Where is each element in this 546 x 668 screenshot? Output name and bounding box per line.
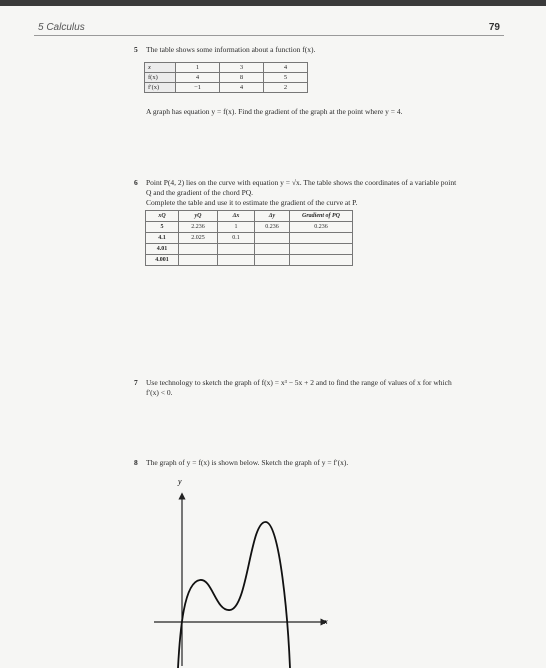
table-cell: 4.001 bbox=[146, 255, 179, 266]
header-rule bbox=[34, 35, 504, 36]
top-bar bbox=[0, 0, 546, 6]
table-cell bbox=[290, 233, 353, 244]
table-cell: 4 bbox=[220, 83, 264, 93]
table-cell: 0.1 bbox=[218, 233, 255, 244]
table-cell bbox=[218, 244, 255, 255]
table-cell bbox=[218, 255, 255, 266]
question-7-line-2: f′(x) < 0. bbox=[146, 388, 173, 397]
table-cell: 2.025 bbox=[179, 233, 218, 244]
function-graph bbox=[140, 470, 340, 668]
table-cell: f′(x) bbox=[145, 83, 176, 93]
chapter-title: 5 Calculus bbox=[38, 22, 85, 33]
table-cell: 1 bbox=[176, 63, 220, 73]
table-cell: 4.01 bbox=[146, 244, 179, 255]
table-cell: 1 bbox=[218, 222, 255, 233]
page-number: 79 bbox=[488, 22, 500, 33]
question-6-table bbox=[145, 210, 353, 266]
table-row bbox=[145, 83, 308, 93]
table-cell bbox=[290, 255, 353, 266]
table-cell: 5 bbox=[264, 73, 308, 83]
table-cell: x bbox=[145, 63, 176, 73]
question-6-number: 6 bbox=[134, 178, 138, 187]
table-cell: 8 bbox=[220, 73, 264, 83]
column-header: yQ bbox=[179, 211, 218, 222]
table-row bbox=[146, 233, 353, 244]
question-6-line-3: Complete the table and use it to estimate the gradient of the curve at P. bbox=[146, 198, 358, 207]
table-cell: 2 bbox=[264, 83, 308, 93]
question-5-table bbox=[144, 62, 308, 93]
table-cell: −1 bbox=[176, 83, 220, 93]
table-cell: 0.236 bbox=[290, 222, 353, 233]
table-cell: f(x) bbox=[145, 73, 176, 83]
question-8-number: 8 bbox=[134, 458, 138, 467]
column-header: xQ bbox=[146, 211, 179, 222]
question-5-number: 5 bbox=[134, 45, 138, 54]
x-axis-label: x bbox=[324, 617, 328, 626]
table-row bbox=[145, 63, 308, 73]
y-axis-label: y bbox=[178, 477, 182, 486]
table-cell bbox=[255, 233, 290, 244]
table-cell bbox=[290, 244, 353, 255]
table-cell bbox=[179, 244, 218, 255]
running-header bbox=[34, 22, 504, 34]
table-row bbox=[146, 244, 353, 255]
table-cell: 4 bbox=[264, 63, 308, 73]
question-5-intro: The table shows some information about a function f(x). bbox=[146, 45, 316, 54]
question-6-line-1: Point P(4, 2) lies on the curve with equation y = √x. The table shows the coordinates of a variable point bbox=[146, 178, 457, 187]
function-curve bbox=[178, 522, 290, 668]
table-cell: 4.1 bbox=[146, 233, 179, 244]
table-cell bbox=[255, 255, 290, 266]
question-7-line-1: Use technology to sketch the graph of f(x) = x³ − 5x + 2 and to find the range of values of x for which bbox=[146, 378, 452, 387]
question-7-number: 7 bbox=[134, 378, 138, 387]
column-header: Δx bbox=[218, 211, 255, 222]
table-header-row bbox=[146, 211, 353, 222]
question-8-text: The graph of y = f(x) is shown below. Sketch the graph of y = f′(x). bbox=[146, 458, 349, 467]
table-cell: 0.236 bbox=[255, 222, 290, 233]
table-cell bbox=[255, 244, 290, 255]
table-cell bbox=[179, 255, 218, 266]
table-row bbox=[145, 73, 308, 83]
column-header: Gradient of PQ bbox=[290, 211, 353, 222]
question-6-line-2: Q and the gradient of the chord PQ. bbox=[146, 188, 254, 197]
column-header: Δy bbox=[255, 211, 290, 222]
table-cell: 5 bbox=[146, 222, 179, 233]
table-cell: 2.236 bbox=[179, 222, 218, 233]
table-row bbox=[146, 255, 353, 266]
table-cell: 4 bbox=[176, 73, 220, 83]
table-row bbox=[146, 222, 353, 233]
table-cell: 3 bbox=[220, 63, 264, 73]
question-5-text: A graph has equation y = f(x). Find the gradient of the graph at the point where y = 4. bbox=[146, 107, 403, 116]
